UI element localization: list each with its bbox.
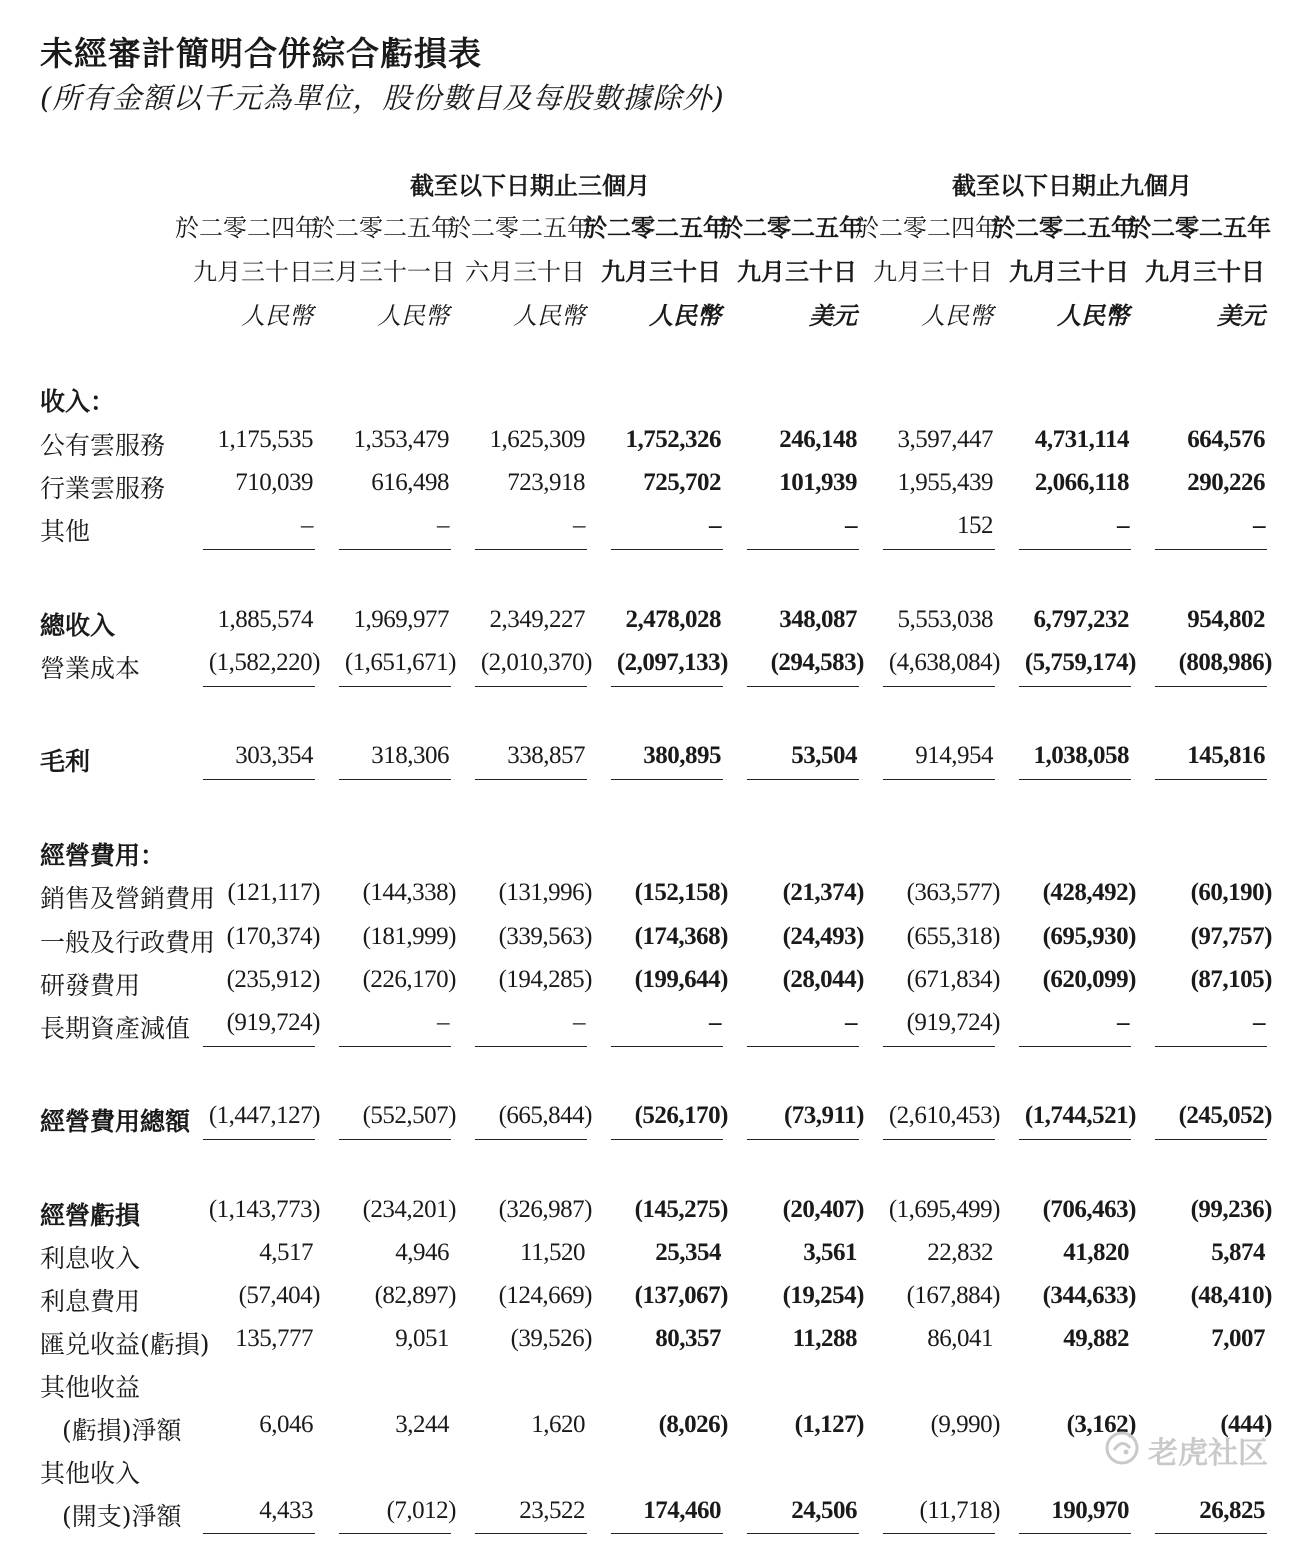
table-cell: (326,987) xyxy=(498,1196,592,1223)
table-cell: 4,946 xyxy=(395,1239,449,1266)
page-title: 未經審計簡明合併綜合虧損表 xyxy=(40,34,482,73)
table-cell: 1,620 xyxy=(531,1411,585,1438)
subtotal-rule xyxy=(883,1533,995,1534)
row-label: 其他 xyxy=(40,517,91,546)
row-label: 長期資產減值 xyxy=(40,1014,191,1043)
subtotal-rule xyxy=(203,549,315,550)
table-cell: (1,447,127) xyxy=(208,1102,320,1129)
table-cell: (4,638,084) xyxy=(888,649,1000,676)
table-cell: – xyxy=(1117,1009,1129,1036)
column-7-line1: 於二零二五年 xyxy=(991,213,1135,242)
table-cell: (339,563) xyxy=(498,923,592,950)
row-label: 其他收益 xyxy=(40,1373,141,1402)
total-rule xyxy=(475,779,587,780)
subtotal-rule xyxy=(883,1139,995,1140)
table-cell: – xyxy=(709,1009,721,1036)
column-2-line2: 三月三十一日 xyxy=(311,258,455,286)
subtotal-rule xyxy=(339,686,451,687)
column-6-line1: 於二零二四年 xyxy=(855,214,999,242)
subtotal-rule xyxy=(1019,549,1131,550)
subtotal-rule xyxy=(339,1139,451,1140)
subtotal-rule xyxy=(339,549,451,550)
table-cell: – xyxy=(573,1009,585,1036)
table-cell: (121,117) xyxy=(227,879,320,906)
table-cell: – xyxy=(437,1009,449,1036)
table-cell: (137,067) xyxy=(634,1282,728,1309)
total-rule xyxy=(203,779,315,780)
table-cell: (145,275) xyxy=(634,1196,728,1223)
row-label: 其他收入 xyxy=(40,1459,141,1488)
table-cell: – xyxy=(845,512,857,539)
table-cell: (919,724) xyxy=(226,1009,320,1036)
table-cell: (57,404) xyxy=(238,1282,320,1309)
table-cell: (344,633) xyxy=(1042,1282,1136,1309)
column-5-currency: 美元 xyxy=(809,301,857,330)
subtotal-rule xyxy=(203,1139,315,1140)
subtotal-rule xyxy=(1155,1139,1267,1140)
column-3-currency: 人民幣 xyxy=(513,302,585,330)
table-cell: 1,969,977 xyxy=(353,606,449,633)
row-label: 一般及行政費用 xyxy=(40,928,216,957)
table-cell: (167,884) xyxy=(906,1282,1000,1309)
table-cell: (152,158) xyxy=(634,879,728,906)
row-label: 毛利 xyxy=(40,747,91,776)
table-cell: (620,099) xyxy=(1042,966,1136,993)
table-cell: 1,752,326 xyxy=(625,426,721,453)
subtotal-rule xyxy=(611,549,723,550)
table-cell: 3,244 xyxy=(395,1411,449,1438)
row-label: 研發費用 xyxy=(40,971,141,1000)
table-cell: (199,644) xyxy=(634,966,728,993)
table-cell: (174,368) xyxy=(634,923,728,950)
column-7-currency: 人民幣 xyxy=(1057,301,1129,330)
table-cell: 86,041 xyxy=(927,1325,993,1352)
table-cell: (706,463) xyxy=(1042,1196,1136,1223)
table-cell: (5,759,174) xyxy=(1024,649,1136,676)
table-cell: (363,577) xyxy=(906,879,1000,906)
table-cell: (82,897) xyxy=(374,1282,456,1309)
table-cell: (194,285) xyxy=(498,966,592,993)
row-label: 匯兑收益(虧損) xyxy=(40,1330,210,1359)
watermark-text: 老虎社区 xyxy=(1148,1436,1268,1471)
table-cell: 80,357 xyxy=(655,1325,721,1352)
total-rule xyxy=(339,779,451,780)
table-cell: 1,885,574 xyxy=(217,606,313,633)
table-cell: 4,731,114 xyxy=(1034,426,1129,453)
column-4-currency: 人民幣 xyxy=(649,301,721,330)
column-7-line2: 九月三十日 xyxy=(1009,257,1129,286)
table-cell: 290,226 xyxy=(1187,469,1265,496)
table-cell: (2,097,133) xyxy=(616,649,728,676)
table-cell: (3,162) xyxy=(1066,1411,1136,1438)
table-cell: 23,522 xyxy=(519,1497,585,1524)
table-cell: 6,046 xyxy=(259,1411,313,1438)
table-cell: 49,882 xyxy=(1063,1325,1129,1352)
table-cell: (8,026) xyxy=(658,1411,728,1438)
subtotal-rule xyxy=(1019,686,1131,687)
table-cell: 348,087 xyxy=(779,606,857,633)
subtotal-rule xyxy=(611,1139,723,1140)
table-cell: 3,597,447 xyxy=(897,426,993,453)
table-cell: (2,010,370) xyxy=(480,649,592,676)
table-cell: 5,553,038 xyxy=(897,606,993,633)
table-cell: 4,433 xyxy=(259,1497,313,1524)
table-cell: (97,757) xyxy=(1190,923,1272,950)
table-cell: (234,201) xyxy=(362,1196,456,1223)
row-label: 行業雲服務 xyxy=(40,474,166,503)
table-cell: (294,583) xyxy=(770,649,864,676)
column-5-line2: 九月三十日 xyxy=(737,257,857,286)
total-rule xyxy=(883,779,995,780)
subtotal-rule xyxy=(475,1046,587,1047)
table-cell: (665,844) xyxy=(498,1102,592,1129)
header-nine-months: 截至以下日期止九個月 xyxy=(952,171,1192,200)
table-cell: 2,478,028 xyxy=(625,606,721,633)
row-label: 經營虧損 xyxy=(40,1201,141,1230)
table-cell: – xyxy=(573,512,585,539)
subtotal-rule xyxy=(747,549,859,550)
table-cell: (131,996) xyxy=(498,879,592,906)
column-6-currency: 人民幣 xyxy=(921,302,993,330)
table-cell: 2,066,118 xyxy=(1034,469,1129,496)
column-1-currency: 人民幣 xyxy=(241,302,313,330)
table-cell: 318,306 xyxy=(371,742,449,769)
table-cell: (1,651,671) xyxy=(344,649,456,676)
table-cell: (655,318) xyxy=(906,923,1000,950)
table-cell: 101,939 xyxy=(779,469,857,496)
row-label: 利息費用 xyxy=(40,1287,141,1316)
subtotal-rule xyxy=(203,1533,315,1534)
subtotal-rule xyxy=(747,1046,859,1047)
table-cell: (48,410) xyxy=(1190,1282,1272,1309)
subtotal-rule xyxy=(611,1046,723,1047)
table-cell: 53,504 xyxy=(791,742,857,769)
row-label: 利息收入 xyxy=(40,1244,141,1273)
table-cell: (21,374) xyxy=(782,879,864,906)
table-cell: (1,127) xyxy=(794,1411,864,1438)
table-cell: 710,039 xyxy=(235,469,313,496)
tiger-community-logo-icon xyxy=(1104,1430,1140,1466)
table-cell: 1,625,309 xyxy=(489,426,585,453)
column-1-line1: 於二零二四年 xyxy=(175,214,319,242)
table-cell: 338,857 xyxy=(507,742,585,769)
table-cell: 723,918 xyxy=(507,469,585,496)
table-cell: (181,999) xyxy=(362,923,456,950)
table-cell: (60,190) xyxy=(1190,879,1272,906)
subtotal-rule xyxy=(1155,1046,1267,1047)
row-label: 公有雲服務 xyxy=(40,431,166,460)
total-rule xyxy=(1155,779,1267,780)
column-2-currency: 人民幣 xyxy=(377,302,449,330)
table-cell: 2,349,227 xyxy=(489,606,585,633)
subtotal-rule xyxy=(1019,1533,1131,1534)
column-8-line1: 於二零二五年 xyxy=(1127,213,1271,242)
table-cell: 914,954 xyxy=(915,742,993,769)
table-cell: 7,007 xyxy=(1211,1325,1265,1352)
subtotal-rule xyxy=(203,1046,315,1047)
table-cell: – xyxy=(1117,512,1129,539)
table-cell: 246,148 xyxy=(779,426,857,453)
column-4-line2: 九月三十日 xyxy=(601,257,721,286)
row-label: 收入： xyxy=(40,387,116,416)
subtotal-rule xyxy=(747,1533,859,1534)
table-cell: (235,912) xyxy=(226,966,320,993)
table-cell: 145,816 xyxy=(1187,742,1265,769)
table-cell: (1,744,521) xyxy=(1024,1102,1136,1129)
table-cell: 1,955,439 xyxy=(897,469,993,496)
table-cell: 190,970 xyxy=(1051,1497,1129,1524)
table-cell: 152 xyxy=(957,512,993,539)
table-cell: (170,374) xyxy=(226,923,320,950)
total-rule xyxy=(1019,779,1131,780)
column-2-line1: 於二零二五年 xyxy=(311,214,455,242)
table-cell: 174,460 xyxy=(643,1497,721,1524)
subtotal-rule xyxy=(1155,686,1267,687)
table-cell: – xyxy=(1253,512,1265,539)
subtotal-rule xyxy=(203,686,315,687)
row-label: (開支)淨額 xyxy=(62,1502,182,1531)
table-cell: 4,517 xyxy=(259,1239,313,1266)
subtotal-rule xyxy=(475,549,587,550)
subtotal-rule xyxy=(339,1046,451,1047)
subtotal-rule xyxy=(475,686,587,687)
column-3-line1: 於二零二五年 xyxy=(447,214,591,242)
column-3-line2: 六月三十日 xyxy=(465,258,585,286)
page-subtitle: (所有金額以千元為單位，股份數目及每股數據除外) xyxy=(40,81,725,115)
table-cell: (28,044) xyxy=(782,966,864,993)
column-8-line2: 九月三十日 xyxy=(1145,257,1265,286)
row-label: 銷售及營銷費用 xyxy=(40,884,216,913)
table-cell: – xyxy=(845,1009,857,1036)
table-cell: – xyxy=(437,512,449,539)
subtotal-rule xyxy=(339,1533,451,1534)
table-cell: (919,724) xyxy=(906,1009,1000,1036)
subtotal-rule xyxy=(747,1139,859,1140)
table-cell: (19,254) xyxy=(782,1282,864,1309)
table-cell: – xyxy=(709,512,721,539)
table-cell: (671,834) xyxy=(906,966,1000,993)
table-cell: 664,576 xyxy=(1187,426,1265,453)
subtotal-rule xyxy=(1155,549,1267,550)
table-cell: (444) xyxy=(1220,1411,1272,1438)
table-cell: (552,507) xyxy=(362,1102,456,1129)
table-cell: (87,105) xyxy=(1190,966,1272,993)
subtotal-rule xyxy=(1019,1139,1131,1140)
subtotal-rule xyxy=(883,1046,995,1047)
column-5-line1: 於二零二五年 xyxy=(719,213,863,242)
table-cell: 954,802 xyxy=(1187,606,1265,633)
subtotal-rule xyxy=(1019,1046,1131,1047)
table-cell: (39,526) xyxy=(510,1325,592,1352)
column-6-line2: 九月三十日 xyxy=(873,258,993,286)
table-cell: 3,561 xyxy=(803,1239,857,1266)
subtotal-rule xyxy=(883,549,995,550)
row-label: (虧損)淨額 xyxy=(62,1416,182,1445)
subtotal-rule xyxy=(1155,1533,1267,1534)
table-cell: (226,170) xyxy=(362,966,456,993)
column-1-line2: 九月三十日 xyxy=(193,258,313,286)
table-cell: 9,051 xyxy=(395,1325,449,1352)
row-label: 營業成本 xyxy=(40,654,141,683)
subtotal-rule xyxy=(611,686,723,687)
table-cell: 26,825 xyxy=(1199,1497,1265,1524)
table-cell: (526,170) xyxy=(634,1102,728,1129)
table-cell: 22,832 xyxy=(927,1239,993,1266)
table-cell: (7,012) xyxy=(386,1497,456,1524)
table-cell: (2,610,453) xyxy=(888,1102,1000,1129)
table-cell: 5,874 xyxy=(1211,1239,1265,1266)
table-cell: 11,288 xyxy=(792,1325,857,1352)
table-cell: (1,143,773) xyxy=(208,1196,320,1223)
table-cell: (20,407) xyxy=(782,1196,864,1223)
table-cell: (428,492) xyxy=(1042,879,1136,906)
row-label: 經營費用總額 xyxy=(40,1107,191,1136)
table-cell: 1,353,479 xyxy=(353,426,449,453)
table-cell: 25,354 xyxy=(655,1239,721,1266)
subtotal-rule xyxy=(883,686,995,687)
table-cell: (808,986) xyxy=(1178,649,1272,676)
table-cell: (73,911) xyxy=(783,1102,864,1129)
table-cell: 24,506 xyxy=(791,1497,857,1524)
table-cell: 380,895 xyxy=(643,742,721,769)
table-cell: (695,930) xyxy=(1042,923,1136,950)
table-cell: 303,354 xyxy=(235,742,313,769)
table-cell: – xyxy=(1253,1009,1265,1036)
row-label: 經營費用： xyxy=(40,841,166,870)
table-cell: – xyxy=(301,512,313,539)
table-cell: 11,520 xyxy=(520,1239,585,1266)
column-8-currency: 美元 xyxy=(1217,301,1265,330)
table-cell: 1,038,058 xyxy=(1033,742,1129,769)
header-three-months: 截至以下日期止三個月 xyxy=(410,171,650,200)
table-cell: 6,797,232 xyxy=(1033,606,1129,633)
subtotal-rule xyxy=(475,1533,587,1534)
subtotal-rule xyxy=(475,1139,587,1140)
table-cell: 1,175,535 xyxy=(217,426,313,453)
row-label: 總收入 xyxy=(40,611,116,640)
total-rule xyxy=(747,779,859,780)
total-rule xyxy=(611,779,723,780)
table-cell: 725,702 xyxy=(643,469,721,496)
table-cell: (24,493) xyxy=(782,923,864,950)
table-cell: 616,498 xyxy=(371,469,449,496)
table-cell: 135,777 xyxy=(235,1325,313,1352)
subtotal-rule xyxy=(611,1533,723,1534)
table-cell: (1,582,220) xyxy=(208,649,320,676)
table-cell: (144,338) xyxy=(362,879,456,906)
table-cell: (99,236) xyxy=(1190,1196,1272,1223)
table-cell: (9,990) xyxy=(930,1411,1000,1438)
subtotal-rule xyxy=(747,686,859,687)
table-cell: (11,718) xyxy=(919,1497,1000,1524)
table-cell: 41,820 xyxy=(1063,1239,1129,1266)
table-cell: (1,695,499) xyxy=(888,1196,1000,1223)
table-cell: (245,052) xyxy=(1178,1102,1272,1129)
watermark xyxy=(1104,1420,1304,1480)
table-cell: (124,669) xyxy=(498,1282,592,1309)
column-4-line1: 於二零二五年 xyxy=(583,213,727,242)
